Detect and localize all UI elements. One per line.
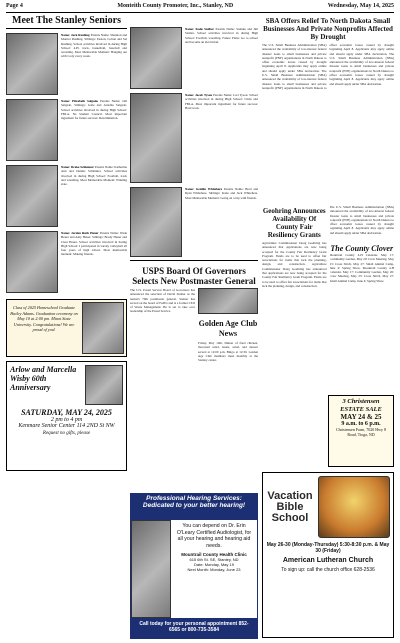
profile-card (6, 99, 127, 161)
profile-text: Name: Elizabeth Salgado Parents Name: Odi Salgado. Siblings: Gabe and Ariadna Salgado. School activities involved in during High School: FBLA, Na Student Council. Most important ingredient for future success: Determination. (61, 99, 127, 121)
vbs-church: American Lutheran Church (282, 557, 374, 564)
portrait-photo (6, 99, 58, 161)
county-clover-title: The County Clover (330, 244, 394, 253)
sba-article-cont: The U.S. Small Business Administration (SBA) announced the availability of low-interest federal disaster loans to small businesses and private nonprofit (PNP) organizations in North Dakota to offset economic losses caused by drought beginning April 8. Applicants may apply online and should apply under SBA declaration. (329, 205, 394, 235)
portrait-photo (130, 93, 182, 183)
hearing-ad-banner (130, 493, 258, 519)
page-header (6, 3, 394, 13)
profile-text: Name: Jack Rushing Parents Name: Shannon and Monica Rushing. Siblings: Easton, Colton and Sal Rushing. School activities involved in during High School: 4-H, track, basketball, baseball and wrestling. Most Memorable Moment: Hanging out with Cody every week. (61, 33, 127, 59)
profile-card (6, 231, 127, 293)
graduate-congrats-ad (6, 299, 127, 357)
vbs-ad (262, 472, 394, 638)
usps-article: The U.S. Postal Service Board of Governors has announced the selection of David Steiner as the nation's 76th postmaster general. Steiner has served on the board of FedEx and is a former CEO of Waste Management. He is set to take over leadership of the Postal Service. (130, 288, 195, 314)
portrait-photo (6, 165, 58, 227)
clinic-date: Date: Monday, May 19 (194, 562, 234, 567)
congrats-text: Class of 2025 Homeschool Graduate Hailey Adams. Graduation ceremony on May 10 at 2:00 pm. Minot State University. Congratulations! We are proud of you! (10, 305, 78, 333)
hearing-subtitle: Dedicated to your better hearing! (142, 502, 246, 509)
portrait-photo (6, 33, 58, 95)
profile-card (130, 187, 258, 257)
hearing-title: Professional Hearing Services: (146, 495, 242, 502)
clinic-address: 615 6th St. SE, Stanley, ND (189, 557, 239, 562)
profile-card (130, 93, 258, 183)
usps-headline: USPS Board Of Governors Selects New Postmaster General (132, 266, 256, 286)
golden-age-article: Friday, May 16th, Dinner of fried chicken, macaroni salad, beans, salad, and dessert served at 12:00 p.m. Bingo at 12:30. Golden Age Club members meet monthly at the Stanley center. (198, 341, 258, 363)
estate-title: 3 Christensen ESTATE SALE (340, 398, 382, 413)
anniversary-title: Arlow and Marcella Wisby 60th Anniversary (10, 365, 77, 392)
middle-column (130, 15, 258, 490)
estate-time: 9 a.m. to 6 p.m. (341, 421, 381, 427)
issue-date: Wednesday, May 14, 2025 (327, 3, 394, 9)
anniversary-note: Request no gifts, please (42, 431, 91, 436)
estate-location: Christensen Farm, 7020 Hwy 8 Road, Tioga, ND (335, 427, 387, 437)
next-month: Next Month: Monday, June 23 (187, 567, 241, 572)
golden-age-headline: Golden Age Club News (198, 319, 258, 338)
vbs-artwork (318, 476, 390, 538)
vbs-dates: May 26-30 (Monday-Thursday) 5:30-8:30 p.m. & May 30 (Friday) (266, 542, 390, 554)
county-clover-text: Mountrail County 4-H Calendar. May 17: Community Garden, May 20: Crew Meeting, May 23: Cross Stitch, May 27: Small Animal Camp, June 4: Spring Show. Mountrail County 4-H Calendar. May 17: Community Garden, May 20: Crew Meeting, May 23: Cross Stitch, May 27: Small Animal Camp, June 4: Spring Show. (329, 253, 394, 283)
article-photo (198, 288, 258, 314)
hearing-ad-body (130, 519, 258, 619)
clinic-name: Mountrail County Health Clinic (181, 552, 247, 557)
profile-text: Name: Jacob Tyson Parents Name: Lori Tyson. School activities involved in during High School: Clubs and FBLA. Most important ingredient for future success: Hard work. (185, 93, 258, 110)
profile-text: Name: Kade Steiber Parents Name: Steinke and Jim Steiber. School activities involved in during High School: Football, wrestling. Future Plans: Go to school and become an electrician. (185, 27, 258, 44)
profile-text: Name: Jordan Ruth Heuer Parents Name: Wade Heuer and Amy Heuer. Siblings: Brody Heuer and Cleat Heuer. School activities involved in during High School: I participated in varsity volleyball all four years of high school. Most memorable moment: Making friends. (61, 231, 127, 257)
estate-date: MAY 24 & 25 (340, 413, 382, 421)
anniversary-time: 2 pm to 4 pm (50, 417, 83, 423)
portrait-photo (130, 27, 182, 89)
vbs-title: Vacation Bible School (267, 489, 313, 524)
appointment-bar: Call today for your personal appointment 852-6565 or 800-735-3584 (130, 619, 258, 639)
profile-card (130, 27, 258, 89)
page-number: Page 4 (6, 3, 23, 9)
right-column (262, 15, 394, 640)
graduate-photo (82, 302, 124, 354)
portrait-photo (130, 187, 182, 257)
couple-photo (85, 365, 123, 405)
goehring-article: Agriculture Commissioner Doug Goehring has announced that applications are now being accepted for the County Fair Resiliency Grant Program. Funds are to be used to offset fair associations for items that lack the planning, design, and construction. Agriculture Commissioner Doug Goehring has announced that applications are now being accepted for the County Fair Resiliency Grant Program. Funds are to be used to offset fair associations for items that lack the planning, design, and construction. (262, 241, 327, 288)
divider (130, 260, 258, 261)
anniversary-date: SATURDAY, MAY 24, 2025 (21, 408, 112, 417)
vbs-signup: To sign up: call the church office 628-2536 (281, 567, 375, 573)
goehring-headline: Geohring Announces Availability Of County Fair Resiliency Grants (262, 207, 326, 239)
profile-text: Name: Drake Schlenner Parents Name: Katherine Ann and Dennis Schlenner. School activities involved in during High School: Football, track and wrestling. Most Memorable Moment: Winning state. (61, 165, 127, 187)
estate-sale-ad (328, 395, 394, 467)
profile-card (6, 165, 127, 227)
doctor-text: You can depend on Dr. Erin O'Leary Certified Audiologist, for all your hearing and hearing aid needs. (176, 523, 252, 549)
profile-card (6, 33, 127, 95)
profile-text: Name: Gentlin Whitehere Parents Name: Brett and Ryan Whitehere. Siblings: Katie and Jack Whitehere. Most Memorable Moment: Going on a trip with friends. (185, 187, 258, 200)
seniors-title: Meet The Stanley Seniors (6, 15, 127, 29)
anniversary-place: Kenmare Senior Center 114 2ND St NW (18, 423, 115, 429)
paper-name: Monteith County Promoter, Inc., Stanley, ND (117, 3, 234, 9)
doctor-photo (131, 520, 171, 618)
portrait-photo (6, 231, 58, 293)
left-column (6, 15, 127, 635)
sba-headline: SBA Offers Relief To North Dakota Small Businesses And Private Nonprofits Affected By Drought (263, 17, 393, 41)
anniversary-ad (6, 361, 127, 471)
sba-article: The U.S. Small Business Administration (SBA) announced the availability of low-interest federal disaster loans to small businesses and private nonprofit (PNP) organizations in North Dakota to offset economic losses caused by drought beginning April 8. Applicants may apply online and should apply under SBA declaration. The U.S. Small Business Administration (SBA) announced the availability of low-interest federal disaster loans to small businesses and private nonprofit (PNP) organizations in North Dakota to offset economic losses caused by drought beginning April 8. Applicants may apply online and should apply under SBA declaration. The U.S. Small Business Administration (SBA) announced the availability of low-interest federal disaster loans to small businesses and private nonprofit (PNP) organizations in North Dakota to offset economic losses caused by drought beginning April 8. Applicants may apply online and should apply under SBA declaration. (262, 43, 394, 90)
